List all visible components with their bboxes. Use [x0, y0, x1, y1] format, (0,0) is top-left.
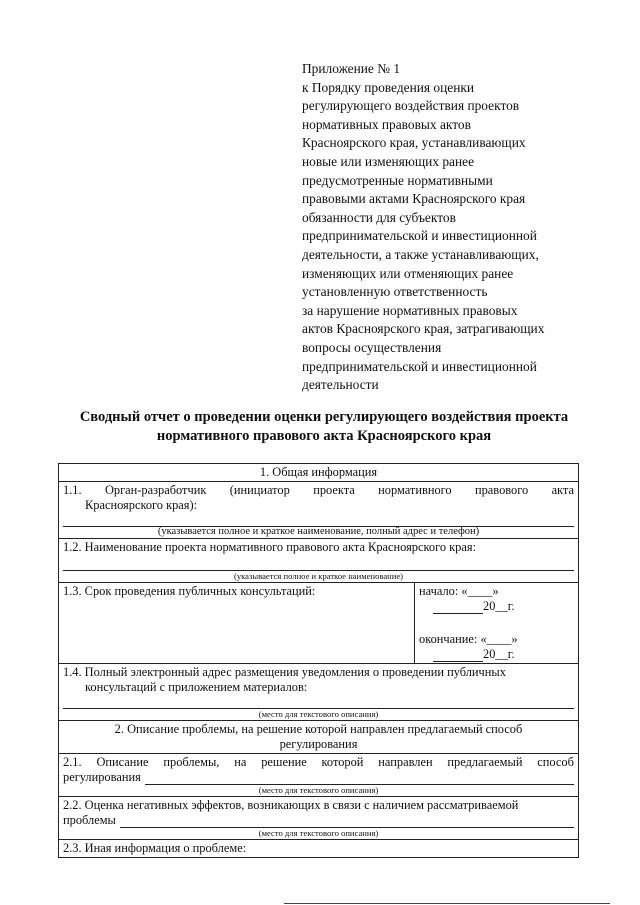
section-1-header: 1. Общая информация — [59, 464, 579, 482]
date-start-year: 20__г. — [483, 599, 515, 613]
item-2-1-row — [59, 754, 579, 797]
item-2-1-label-cont: регулирования — [63, 770, 141, 784]
item-2-1-word: которой — [321, 755, 364, 769]
item-1-4-input-line[interactable] — [63, 697, 574, 709]
item-2-1-word: Описание — [96, 755, 149, 769]
item-2-3-row — [59, 840, 579, 858]
appendix-line: новые или изменяющих ранее — [302, 153, 475, 169]
item-2-1-input-line[interactable] — [145, 772, 574, 785]
appendix-line: вопросы осуществления — [302, 339, 442, 355]
appendix-line: к Порядку проведения оценки — [302, 79, 475, 95]
section-2-header-line: регулирования — [279, 737, 358, 751]
item-2-1-note: (место для текстового описания) — [258, 785, 379, 795]
item-2-2-input-line[interactable] — [120, 815, 574, 828]
item-2-2-row — [59, 797, 579, 840]
date-start-label: начало: «____» — [419, 584, 499, 598]
appendix-line: предпринимательской и инвестиционной — [302, 358, 537, 374]
item-1-2-label: 1.2. Наименование проекта нормативного правового акта Красноярского края: — [63, 540, 477, 554]
report-form-table — [58, 463, 579, 858]
section-1-header-row — [59, 464, 579, 482]
item-1-3-row — [59, 583, 579, 664]
appendix-line: правовыми актами Красноярского края — [302, 191, 526, 207]
item-2-3-label: 2.3. Иная информация о проблеме: — [59, 840, 579, 858]
item-2-1-word: 2.1. — [63, 755, 82, 769]
item-1-4-label-cont: консультаций с приложением материалов: — [85, 680, 308, 694]
item-1-3-dates — [415, 583, 579, 664]
appendix-line: обязанности для субъектов — [302, 209, 456, 225]
item-1-4-row — [59, 664, 579, 721]
appendix-line: Приложение № 1 — [302, 61, 401, 76]
item-1-1-label-cont: Красноярского края): — [85, 498, 198, 512]
section-2-header-row — [59, 721, 579, 754]
appendix-line: регулирующего воздействия проектов — [302, 98, 520, 114]
appendix-line: предусмотренные нормативными — [302, 172, 493, 188]
item-2-2-label: 2.2. Оценка негативных эффектов, возникающих в связи с наличием рассматриваемой — [63, 798, 519, 812]
item-1-1-word: акта — [551, 483, 574, 497]
appendix-line: установленную ответственность — [302, 284, 488, 300]
item-2-1-label — [63, 755, 574, 770]
appendix-line: изменяющих или отменяющих ранее — [302, 265, 514, 281]
item-1-1-label — [63, 483, 574, 498]
report-title — [40, 408, 608, 446]
item-1-1-cell — [59, 482, 579, 539]
item-2-1-word: способ — [537, 755, 574, 769]
item-1-1-note: (указывается полное и краткое наименование, полный адрес и телефон) — [157, 526, 480, 537]
appendix-line: деятельности, а также устанавливающих, — [302, 246, 539, 262]
item-1-3-label: 1.3. Срок проведения публичных консультаций: — [59, 583, 415, 664]
appendix-block — [302, 60, 602, 395]
item-1-1-word: проекта — [313, 483, 355, 497]
page-bottom-rule — [284, 903, 610, 904]
date-end-label: окончание: «____» — [419, 632, 518, 646]
appendix-line: предпринимательской и инвестиционной — [302, 228, 537, 244]
item-1-4-label: 1.4. Полный электронный адрес размещения уведомления о проведении публичных — [63, 665, 506, 679]
item-1-1-word: нормативного — [378, 483, 452, 497]
report-title-line: нормативного правового акта Красноярского края — [156, 428, 492, 444]
date-start-month-field[interactable] — [433, 613, 483, 614]
section-2-header-line: 2. Описание проблемы, на решение которой направлен предлагаемый способ — [114, 722, 523, 736]
date-end-year: 20__г. — [483, 647, 515, 661]
date-end-month-field[interactable] — [433, 661, 483, 662]
item-1-2-cell — [59, 539, 579, 583]
item-1-2-input-line[interactable] — [63, 559, 574, 571]
item-1-4-note: (место для текстового описания) — [258, 709, 379, 719]
appendix-line: за нарушение нормативных правовых — [302, 302, 518, 318]
item-2-2-note: (место для текстового описания) — [258, 828, 379, 838]
item-2-1-word: проблемы, — [163, 755, 220, 769]
section-2-header — [59, 721, 579, 754]
appendix-line: нормативных правовых актов — [302, 116, 471, 132]
item-2-1-word: направлен — [378, 755, 433, 769]
item-2-2-label-cont: проблемы — [63, 813, 116, 827]
item-1-1-row — [59, 482, 579, 539]
item-1-1-word: (инициатор — [229, 483, 290, 497]
item-1-1-word: Орган-разработчик — [104, 483, 207, 497]
item-2-1-word: на — [234, 755, 247, 769]
item-1-1-word: правового — [474, 483, 529, 497]
item-1-2-row — [59, 539, 579, 583]
appendix-line: деятельности — [302, 377, 379, 393]
item-2-2-cell — [59, 797, 579, 840]
item-1-1-word: 1.1. — [63, 483, 82, 497]
appendix-line: актов Красноярского края, затрагивающих — [302, 321, 545, 337]
appendix-line: Красноярского края, устанавливающих — [302, 135, 526, 151]
item-2-1-word: решение — [261, 755, 307, 769]
item-1-2-note: (указывается полное и краткое наименование) — [233, 571, 404, 581]
item-2-1-word: предлагаемый — [447, 755, 523, 769]
item-1-4-cell — [59, 664, 579, 721]
report-title-line: Сводный отчет о проведении оценки регулирующего воздействия проекта — [79, 409, 569, 425]
item-2-1-cell — [59, 754, 579, 797]
